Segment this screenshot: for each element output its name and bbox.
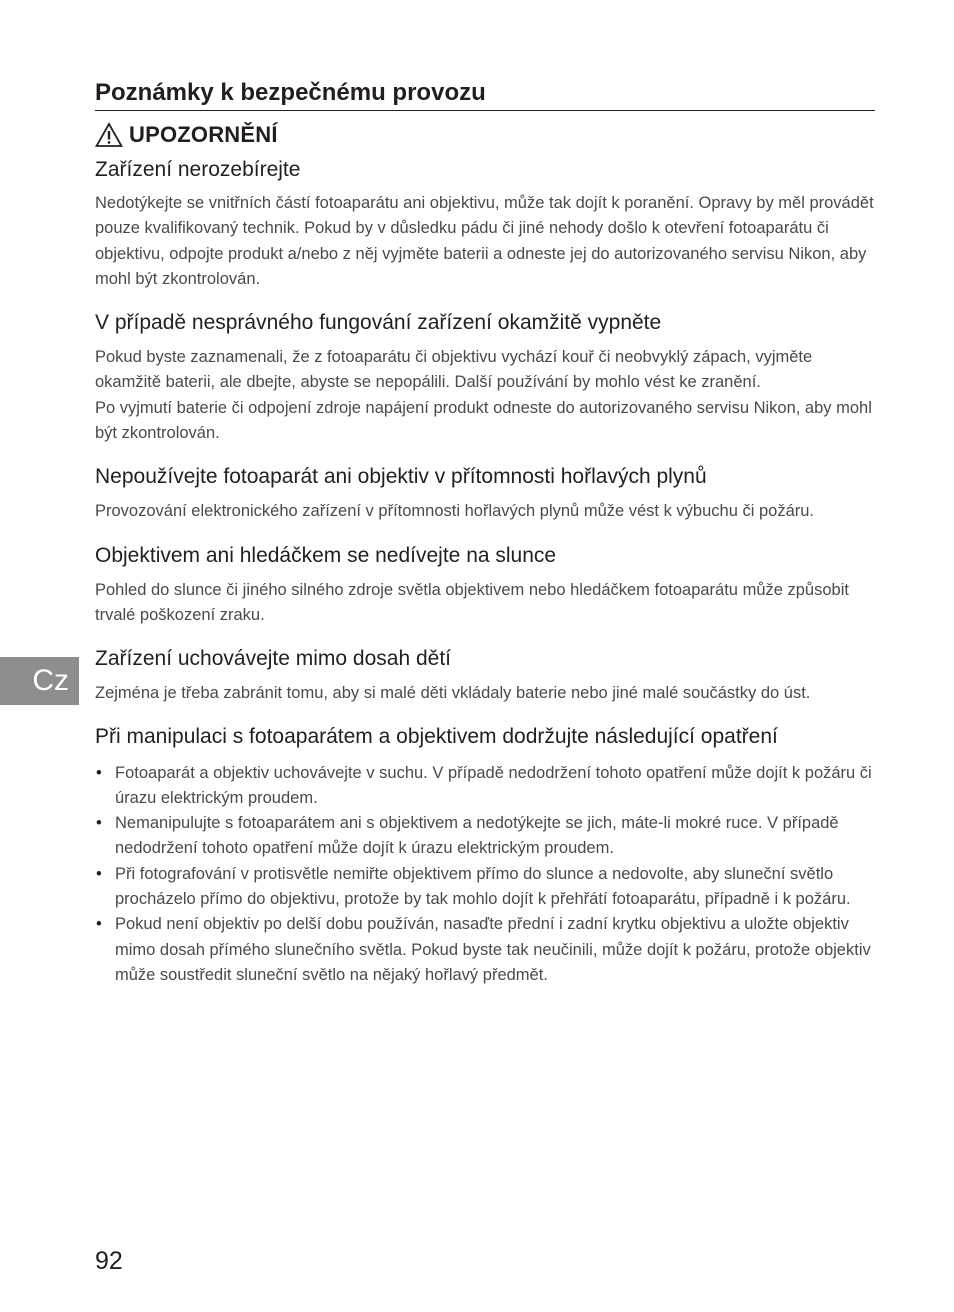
section-heading: Zařízení uchovávejte mimo dosah dětí	[95, 647, 452, 671]
section-heading: Při manipulaci s fotoaparátem a objektivem dodržujte následující opatření	[95, 724, 778, 748]
list-item-text: Při fotografování v protisvětle nemiřte objektivem přímo do slunce a nedovolte, aby sluneční světlo procházelo přímo do objektivu, protože by tak mohlo dojít k přehřátí fotoaparátu, případně i k požáru.	[115, 864, 851, 909]
section-body: Nedotýkejte se vnitřních částí fotoaparátu ani objektivu, může tak dojít k poranění. Opravy by měl provádět pouze kvalifikovaný technik. Pokud by v důsledku pádu či jiné nehody došlo k otevření fotoaparátu či objektivu, odpojte produkt a/nebo z něj vyjměte baterii a odneste jej do autorizovaného servisu Nikon, aby mohl být zkontrolován.	[95, 194, 874, 288]
list-item-text: Nemanipulujte s fotoaparátem ani s objektivem a nedotýkejte se jich, máte-li mokré ruce. V případě nedodržení tohoto opatření může dojít k úrazu elektrickým proudem.	[115, 814, 839, 858]
section-heading: Objektivem ani hledáčkem se nedívejte na slunce	[95, 543, 557, 567]
bullet-icon: •	[96, 814, 102, 833]
section-body: Provozování elektronického zařízení v přítomnosti hořlavých plynů může vést k výbuchu či požáru.	[95, 502, 815, 521]
warning-triangle-icon	[95, 122, 123, 148]
list-item-text: Pokud není objektiv po delší dobu používán, nasaďte přední i zadní krytku objektivu a uložte objektiv mimo dosah přímého slunečního světla. Pokud byste tak neučinili, může dojít k požáru, protože objektiv může soustředit sluneční světlo na nějaký hořlavý předmět.	[115, 915, 871, 984]
section-heading: V případě nesprávného fungování zařízení okamžitě vypněte	[95, 311, 662, 335]
section-body: Pohled do slunce či jiného silného zdroje světla objektivem nebo hledáčkem fotoaparátu může způsobit trvalé poškození zraku.	[95, 580, 849, 624]
bullet-list	[95, 761, 875, 989]
list-item	[95, 912, 875, 988]
section-body: Pokud byste zaznamenali, že z fotoaparátu či objektivu vychází kouř či neobvyklý zápach, vyjměte okamžitě baterii, ale dbejte, abyste se nepopálili. Další používání by mohlo vést ke zranění.	[95, 348, 813, 392]
list-item	[95, 862, 875, 913]
bullet-icon: •	[96, 763, 102, 782]
warning-label: UPOZORNĚNÍ	[129, 122, 278, 147]
section-heading: Nepoužívejte fotoaparát ani objektiv v přítomnosti hořlavých plynů	[95, 465, 707, 489]
section-body: Zejména je třeba zabránit tomu, aby si malé děti vkládaly baterie nebo jiné malé součástky do úst.	[95, 684, 811, 703]
language-tab	[0, 657, 79, 705]
page-title: Poznámky k bezpečnému provozu	[95, 78, 875, 111]
bullet-icon: •	[96, 864, 102, 883]
list-item-text: Fotoaparát a objektiv uchovávejte v suchu. V případě nedodržení tohoto opatření může dojít k požáru či úrazu elektrickým proudem.	[115, 763, 872, 807]
section-body-continued: Po vyjmutí baterie či odpojení zdroje napájení produkt odneste do autorizovaného servisu Nikon, aby mohl být zkontrolován.	[95, 398, 872, 443]
page-content	[95, 78, 875, 988]
section-heading: Zařízení nerozebírejte	[95, 158, 301, 181]
list-item	[95, 761, 875, 812]
warning-header	[95, 119, 875, 151]
language-tab-label: Cz	[32, 664, 69, 697]
list-item	[95, 811, 875, 862]
page-number: 92	[95, 1247, 123, 1275]
bullet-icon: •	[96, 915, 102, 934]
